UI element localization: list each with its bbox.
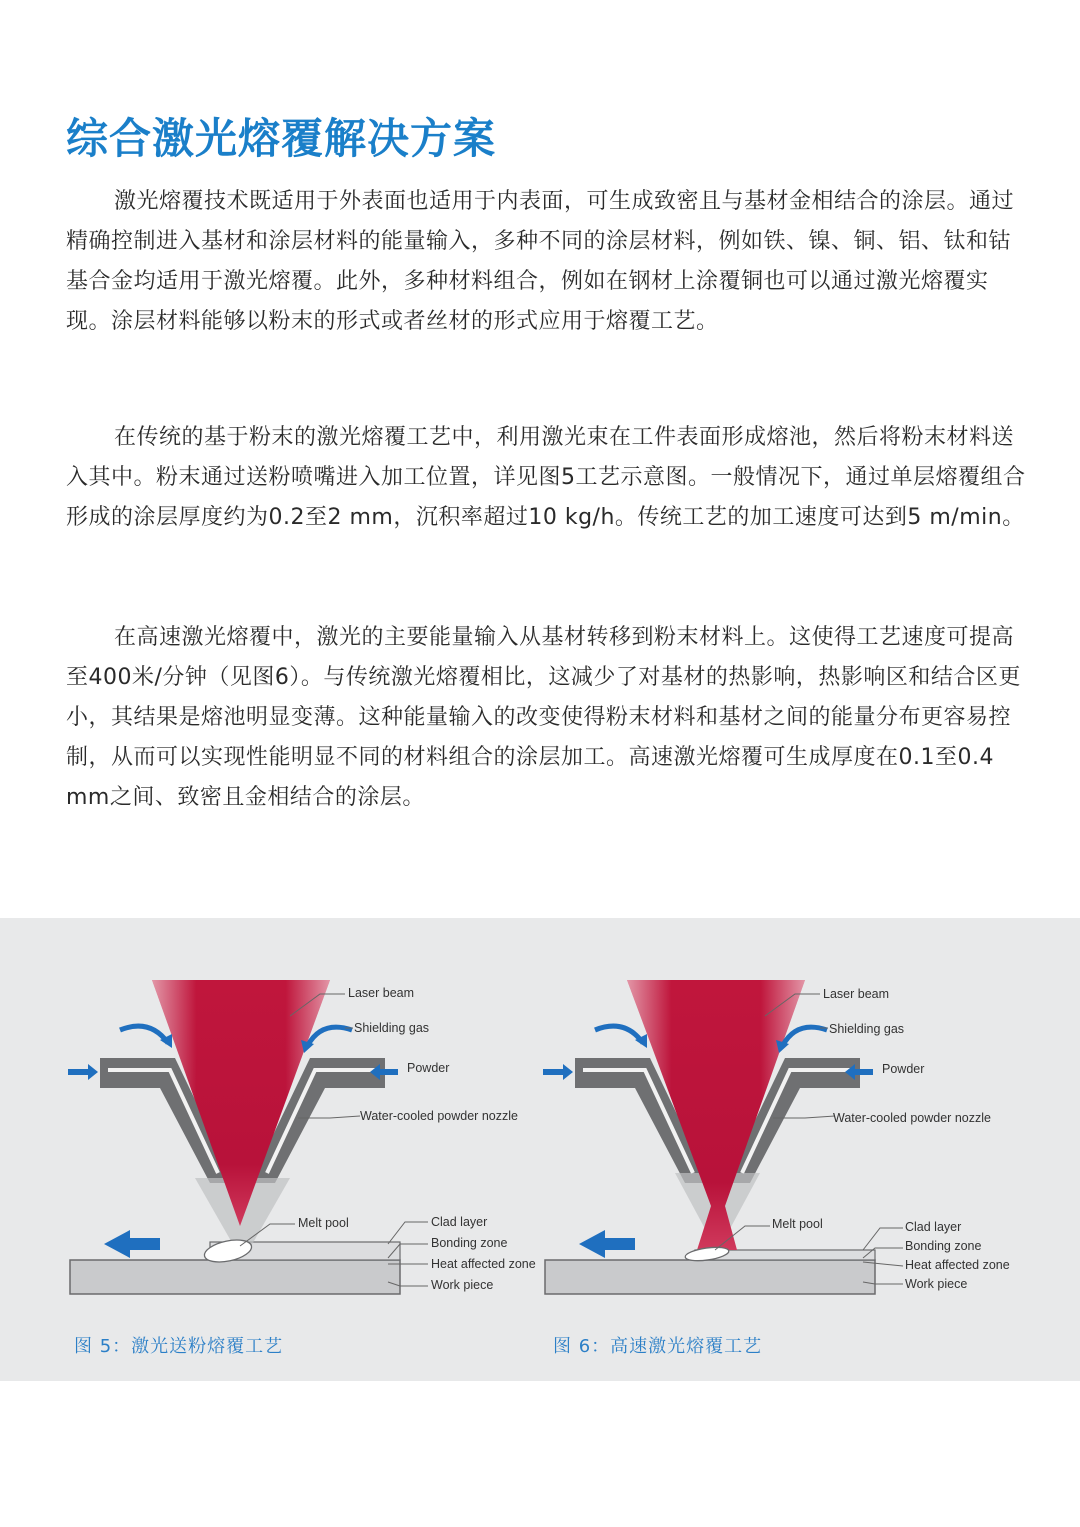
- figure-6-caption: 图 6：高速激光熔覆工艺: [553, 1336, 763, 1357]
- label-laser-beam: Laser beam: [823, 987, 890, 1001]
- label-powder: Powder: [407, 1061, 450, 1075]
- label-bonding-zone: Bonding zone: [905, 1239, 982, 1253]
- powder-arrow-left: [543, 1064, 573, 1080]
- label-melt-pool: Melt pool: [298, 1216, 349, 1230]
- paragraph-high-speed: 在高速激光熔覆中，激光的主要能量输入从基材转移到粉末材料上。这使得工艺速度可提高至400米/分钟（见图6）。与传统激光熔覆相比，这减少了对基材的热影响，热影响区和结合区更小，其结果是熔池明显变薄。这种能量输入的改变使得粉末材料和基材之间的能量分布更容易控制，从而可以实现性能明显不同的材料组合的涂层加工。高速激光熔覆可生成厚度在0.1至0.4 mm之间、致密且金相结合的涂层。: [66, 625, 1021, 810]
- direction-arrow: [579, 1230, 635, 1258]
- label-laser-beam: Laser beam: [348, 986, 415, 1000]
- label-nozzle: Water-cooled powder nozzle: [360, 1109, 518, 1123]
- label-bonding-zone: Bonding zone: [431, 1236, 508, 1250]
- paragraph-conventional: 在传统的基于粉末的激光熔覆工艺中，利用激光束在工件表面形成熔池，然后将粉末材料送入其中。粉末通过送粉喷嘴进入加工位置，详见图5工艺示意图。一般情况下，通过单层熔覆组合形成的涂层厚度约为0.2至2 mm，沉积率超过10 kg/h。传统工艺的加工速度可达到5 m/min。: [66, 425, 1026, 530]
- label-shielding-gas: Shielding gas: [354, 1021, 430, 1035]
- figure-6-diagram: [475, 948, 1015, 1368]
- figure-6: [475, 948, 1015, 1368]
- paragraph-intro: 激光熔覆技术既适用于外表面也适用于内表面，可生成致密且与基材金相结合的涂层。通过精确控制进入基材和涂层材料的能量输入，多种不同的涂层材料，例如铁、镍、铜、铝、钛和钴基合金均适用于激光熔覆。此外，多种材料组合，例如在钢材上涂覆铜也可以通过激光熔覆实现。涂层材料能够以粉末的形式或者丝材的形式应用于熔覆工艺。: [66, 189, 1015, 334]
- work-piece: [70, 1260, 400, 1294]
- label-melt-pool: Melt pool: [772, 1217, 823, 1231]
- label-clad-layer: Clad layer: [431, 1215, 488, 1229]
- direction-arrow: [104, 1230, 160, 1258]
- figure-5: [0, 948, 540, 1368]
- label-powder: Powder: [882, 1062, 925, 1076]
- page-title: 综合激光熔覆解决方案: [66, 114, 497, 163]
- figure-5-caption: 图 5：激光送粉熔覆工艺: [74, 1336, 284, 1357]
- figure-band: [0, 918, 1080, 1381]
- gas-arrow-right: [783, 1027, 827, 1045]
- powder-arrow-left: [68, 1064, 98, 1080]
- label-work-piece: Work piece: [431, 1278, 494, 1292]
- work-piece: [545, 1260, 875, 1294]
- label-heat-affected-zone: Heat affected zone: [431, 1257, 536, 1271]
- label-work-piece: Work piece: [905, 1277, 968, 1291]
- label-heat-affected-zone: Heat affected zone: [905, 1258, 1010, 1272]
- label-nozzle: Water-cooled powder nozzle: [833, 1111, 991, 1125]
- label-shielding-gas: Shielding gas: [829, 1022, 905, 1036]
- label-clad-layer: Clad layer: [905, 1220, 962, 1234]
- gas-arrow-right: [308, 1027, 352, 1045]
- figure-5-diagram: [0, 948, 540, 1368]
